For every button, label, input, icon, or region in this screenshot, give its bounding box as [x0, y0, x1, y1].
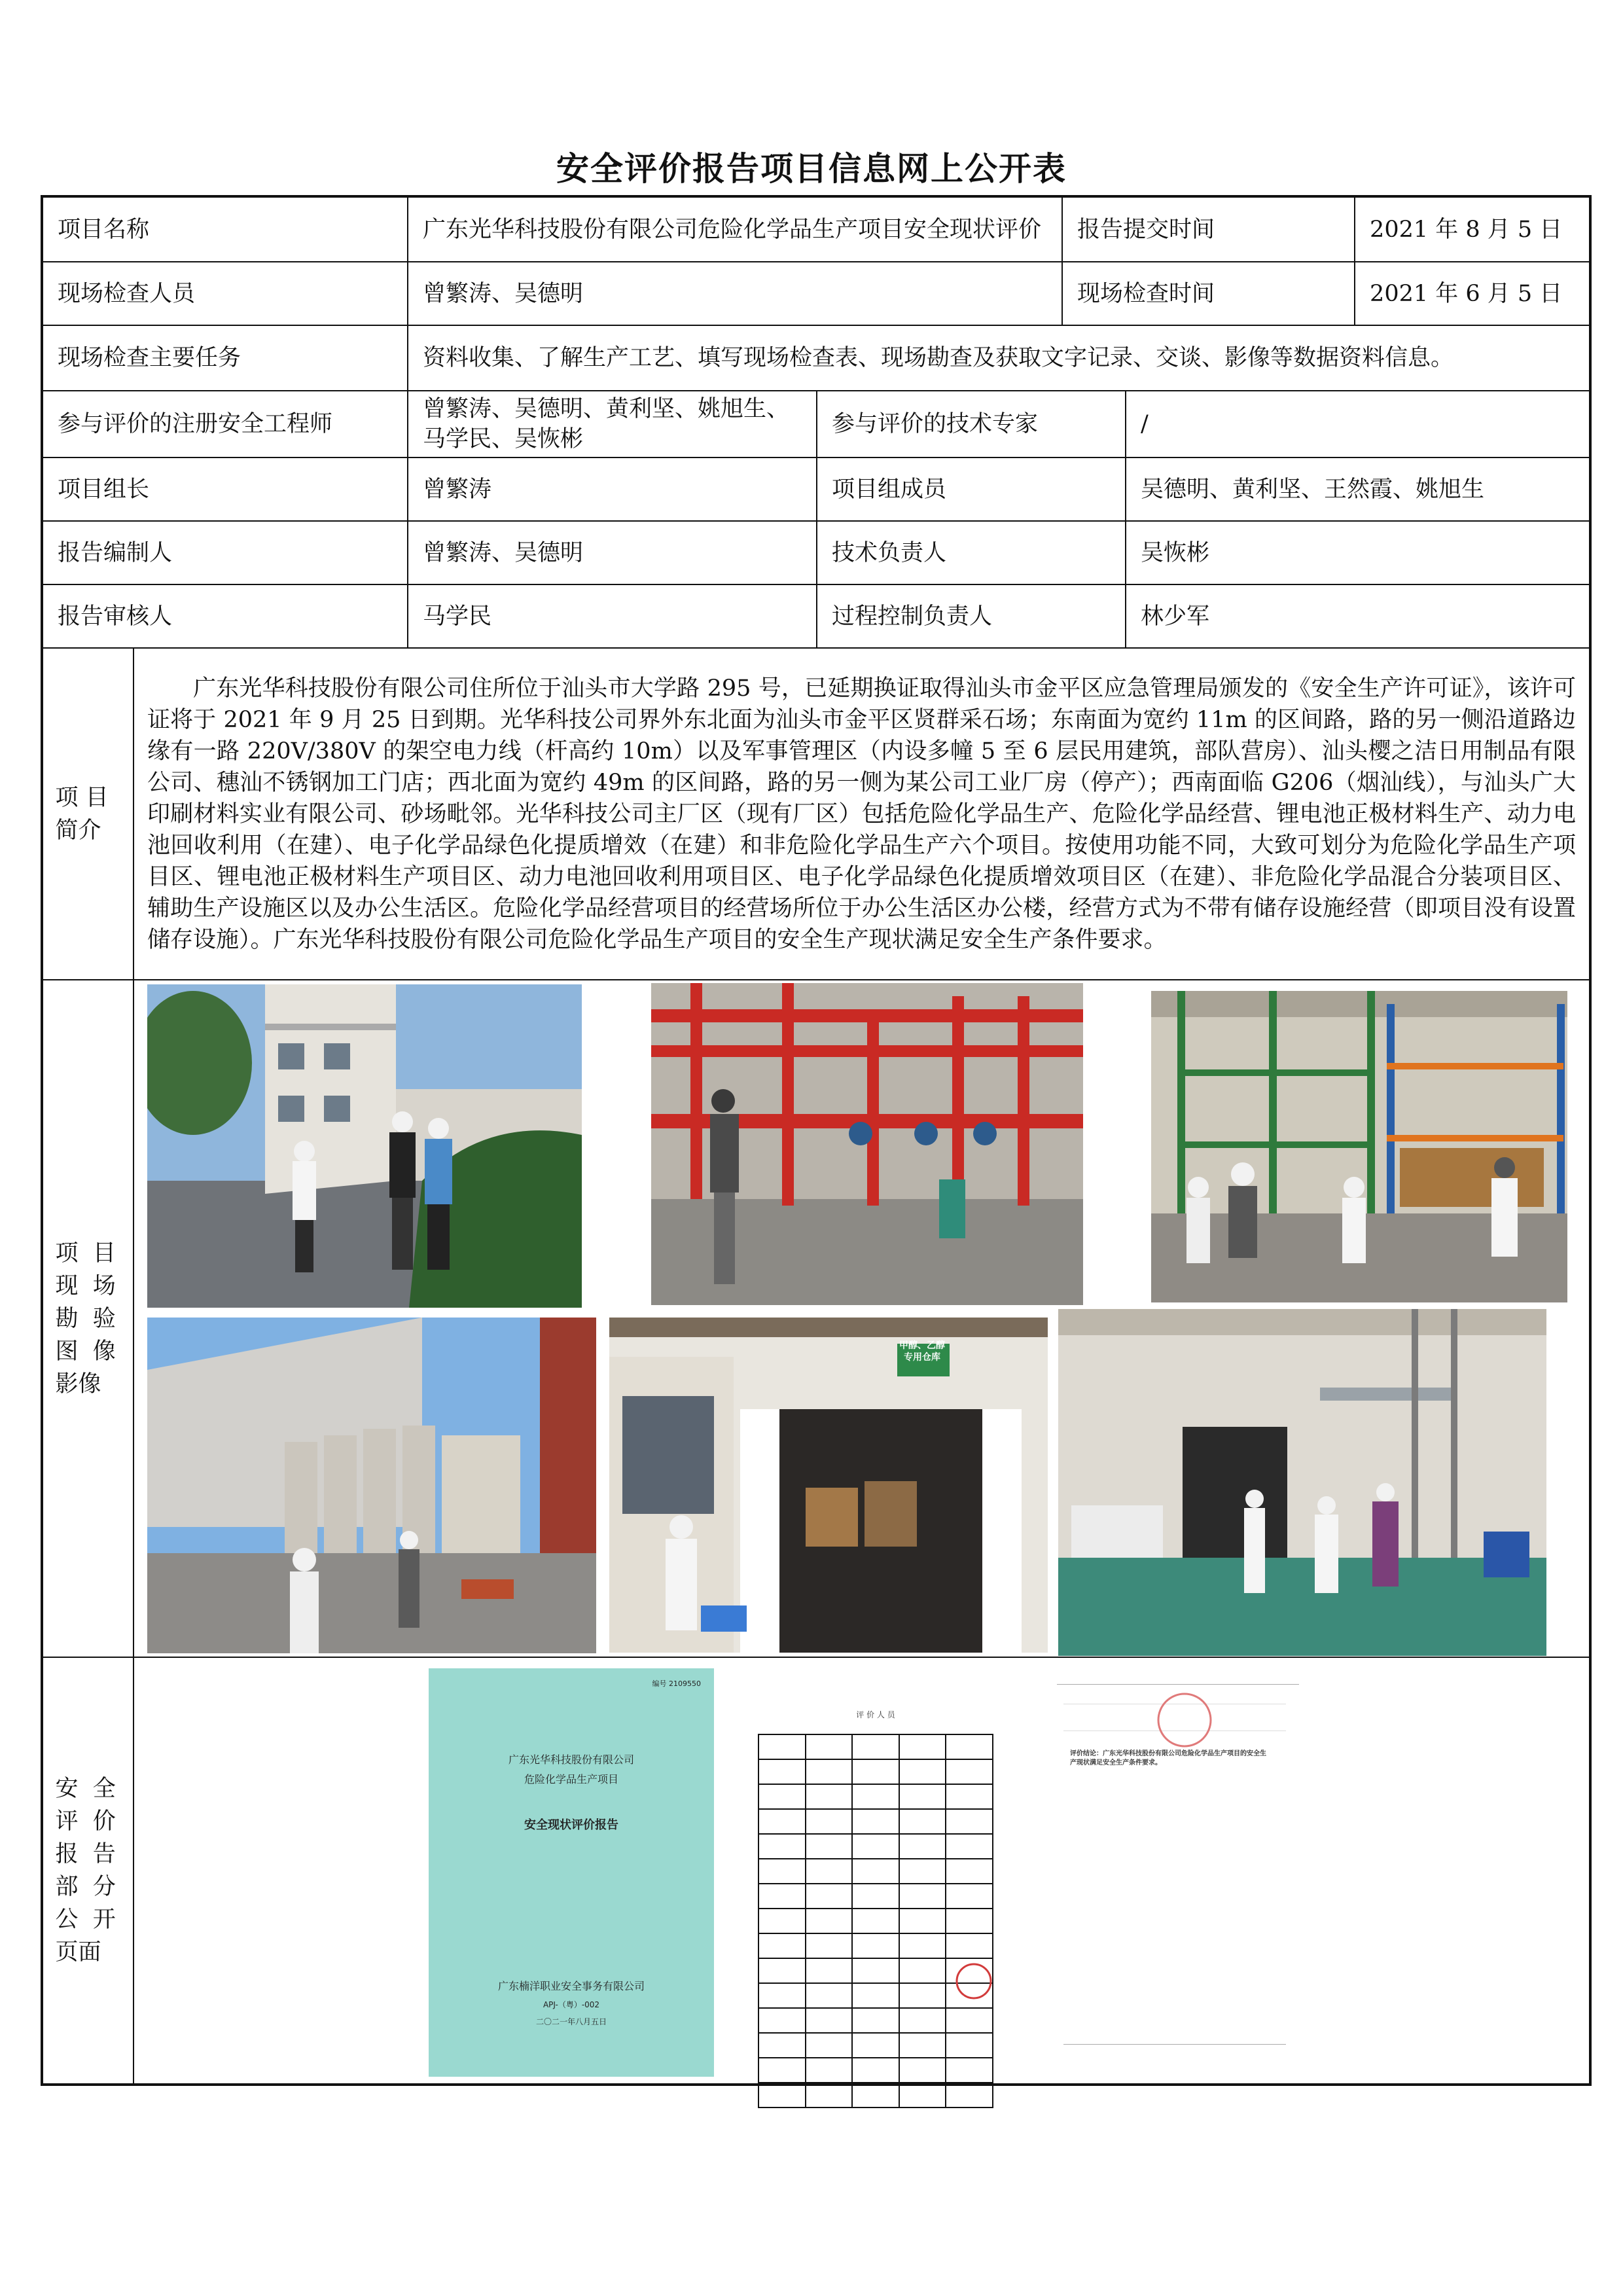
inspect-time-value: 2021 年 6 月 5 日 [1355, 262, 1590, 325]
leader-value: 曾繁涛 [408, 457, 817, 521]
report-staff-page [758, 1700, 993, 2027]
conclusion-text: 评价结论：广东光华科技股份有限公司危险化学品生产项目的安全生产现状满足安全生产条件要求。 [1070, 1750, 1266, 1767]
cover-org: 广东楠洋职业安全事务有限公司 [497, 1980, 645, 1992]
tasks-value: 资料收集、了解生产工艺、填写现场检查表、现场勘查及获取文字记录、交谈、影像等数据资料信息。 [408, 325, 1590, 391]
site-photo-alcohol-warehouse [609, 1318, 1048, 1653]
reviewer-label: 报告审核人 [42, 584, 408, 648]
site-photo-warehouse-shelves [1151, 991, 1567, 1302]
photos-label-cell [42, 980, 134, 1657]
tech-lead-label: 技术负责人 [817, 521, 1126, 584]
inspect-time-label: 现场检查时间 [1062, 262, 1355, 325]
report-cover-page [429, 1668, 714, 2077]
tech-lead-value: 吴恢彬 [1126, 521, 1590, 584]
inspectors-label: 现场检查人员 [42, 262, 408, 325]
tasks-label: 现场检查主要任务 [42, 325, 408, 391]
intro-text: 广东光华科技股份有限公司住所位于汕头市大学路 295 号，已延期换证取得汕头市金平区应急管理局颁发的《安全生产许可证》，该许可证将于 2021 年 9 月 25 日到期。光华科技公司界外东北面为汕头市金平区贤群采石场；东南面为宽约 11m 的区间路，路的另一侧沿道路边缘有一路 220V/380V 的架空电力线（杆高约 10m）以及军事管理区（内设多幢 5 至 6 层民用建筑，部队营房）、汕头樱之洁日用制品有限公司、穗汕不锈钢加工门店；西北面为宽约 49m 的区间路，路的另一侧为某公司工业厂房（停产）；西南面临 G206（烟汕线），与汕头广大印刷材料实业有限公司、砂场毗邻。光华科技公司主厂区（现有厂区）包括危险化学品生产、危险化学品经营、锂电池正极材料生产、动力电池回收利用（在建）、电子化学品绿色化提质增效（在建）和非危险化学品生产六个项目。按使用功能不同，大致可划分为危险化学品生产项目区、锂电池正极材料生产项目区、动力电池回收利用项目区、电子化学品绿色化提质增效项目区（在建）、非危险化学品混合分装项目区、辅助生产设施区以及办公生活区。危险化学品经营项目的经营场所位于办公生活区办公楼，经营方式为不带有储存设施经营（即项目没有设置储存设施）。广东光华科技股份有限公司危险化学品生产项目的安全生产现状满足安全生产条件要求。 [134, 648, 1590, 980]
process-lead-label: 过程控制负责人 [817, 584, 1126, 648]
site-photo-storage-tanks [147, 1318, 596, 1653]
members-label: 项目组成员 [817, 457, 1126, 521]
reviewer-value: 马学民 [408, 584, 817, 648]
experts-label: 参与评价的技术专家 [817, 391, 1126, 457]
warehouse-sign: 甲醇、乙醇 专用仓库 [899, 1340, 945, 1363]
report-conclusion-page [1057, 1677, 1299, 2057]
cover-number: 编号 2109550 [652, 1679, 701, 1688]
docs-cell [134, 1657, 1590, 2085]
site-photo-building-exterior [147, 984, 582, 1308]
site-photo-indoor-workshop [1058, 1309, 1546, 1656]
cover-report-title: 安全现状评价报告 [524, 1818, 618, 1832]
intro-label: 项 目 简介 [55, 784, 109, 844]
docs-label: 安 全 评 价 报 告 部 分 公 开 页面 [55, 1776, 116, 1965]
staff-title: 评 价 人 员 [856, 1710, 895, 1719]
staff-table [758, 1734, 993, 2108]
project-name-label: 项目名称 [42, 196, 408, 262]
report-submit-label: 报告提交时间 [1062, 196, 1355, 262]
compiler-label: 报告编制人 [42, 521, 408, 584]
engineers-value: 曾繁涛、吴德明、黄利坚、姚旭生、马学民、吴恢彬 [408, 391, 817, 457]
engineers-label: 参与评价的注册安全工程师 [42, 391, 408, 457]
intro-label-cell [42, 648, 134, 980]
members-value: 吴德明、黄利坚、王然霞、姚旭生 [1126, 457, 1590, 521]
photos-label: 项 目 现 场 勘 验 图 像 影像 [55, 1240, 116, 1397]
info-table [41, 195, 1592, 2086]
red-seal-icon [1155, 1691, 1214, 1749]
process-lead-value: 林少军 [1126, 584, 1590, 648]
photos-cell [134, 980, 1590, 1657]
page-title: 安全评价报告项目信息网上公开表 [556, 149, 1067, 188]
leader-label: 项目组长 [42, 457, 408, 521]
red-seal-icon [954, 1962, 993, 2001]
experts-value: / [1126, 391, 1590, 457]
cover-code: APJ-（粤）-002 [543, 2000, 600, 2009]
project-name-value: 广东光华科技股份有限公司危险化学品生产项目安全现状评价 [408, 196, 1062, 262]
report-submit-value: 2021 年 8 月 5 日 [1355, 196, 1590, 262]
cover-project: 危险化学品生产项目 [524, 1773, 618, 1785]
cover-company: 广东光华科技股份有限公司 [508, 1753, 634, 1766]
inspectors-value: 曾繁涛、吴德明 [408, 262, 1062, 325]
cover-date: 二〇二一年八月五日 [535, 2017, 607, 2026]
site-photo-fire-pipes [651, 983, 1083, 1305]
compiler-value: 曾繁涛、吴德明 [408, 521, 817, 584]
docs-label-cell [42, 1657, 134, 2085]
